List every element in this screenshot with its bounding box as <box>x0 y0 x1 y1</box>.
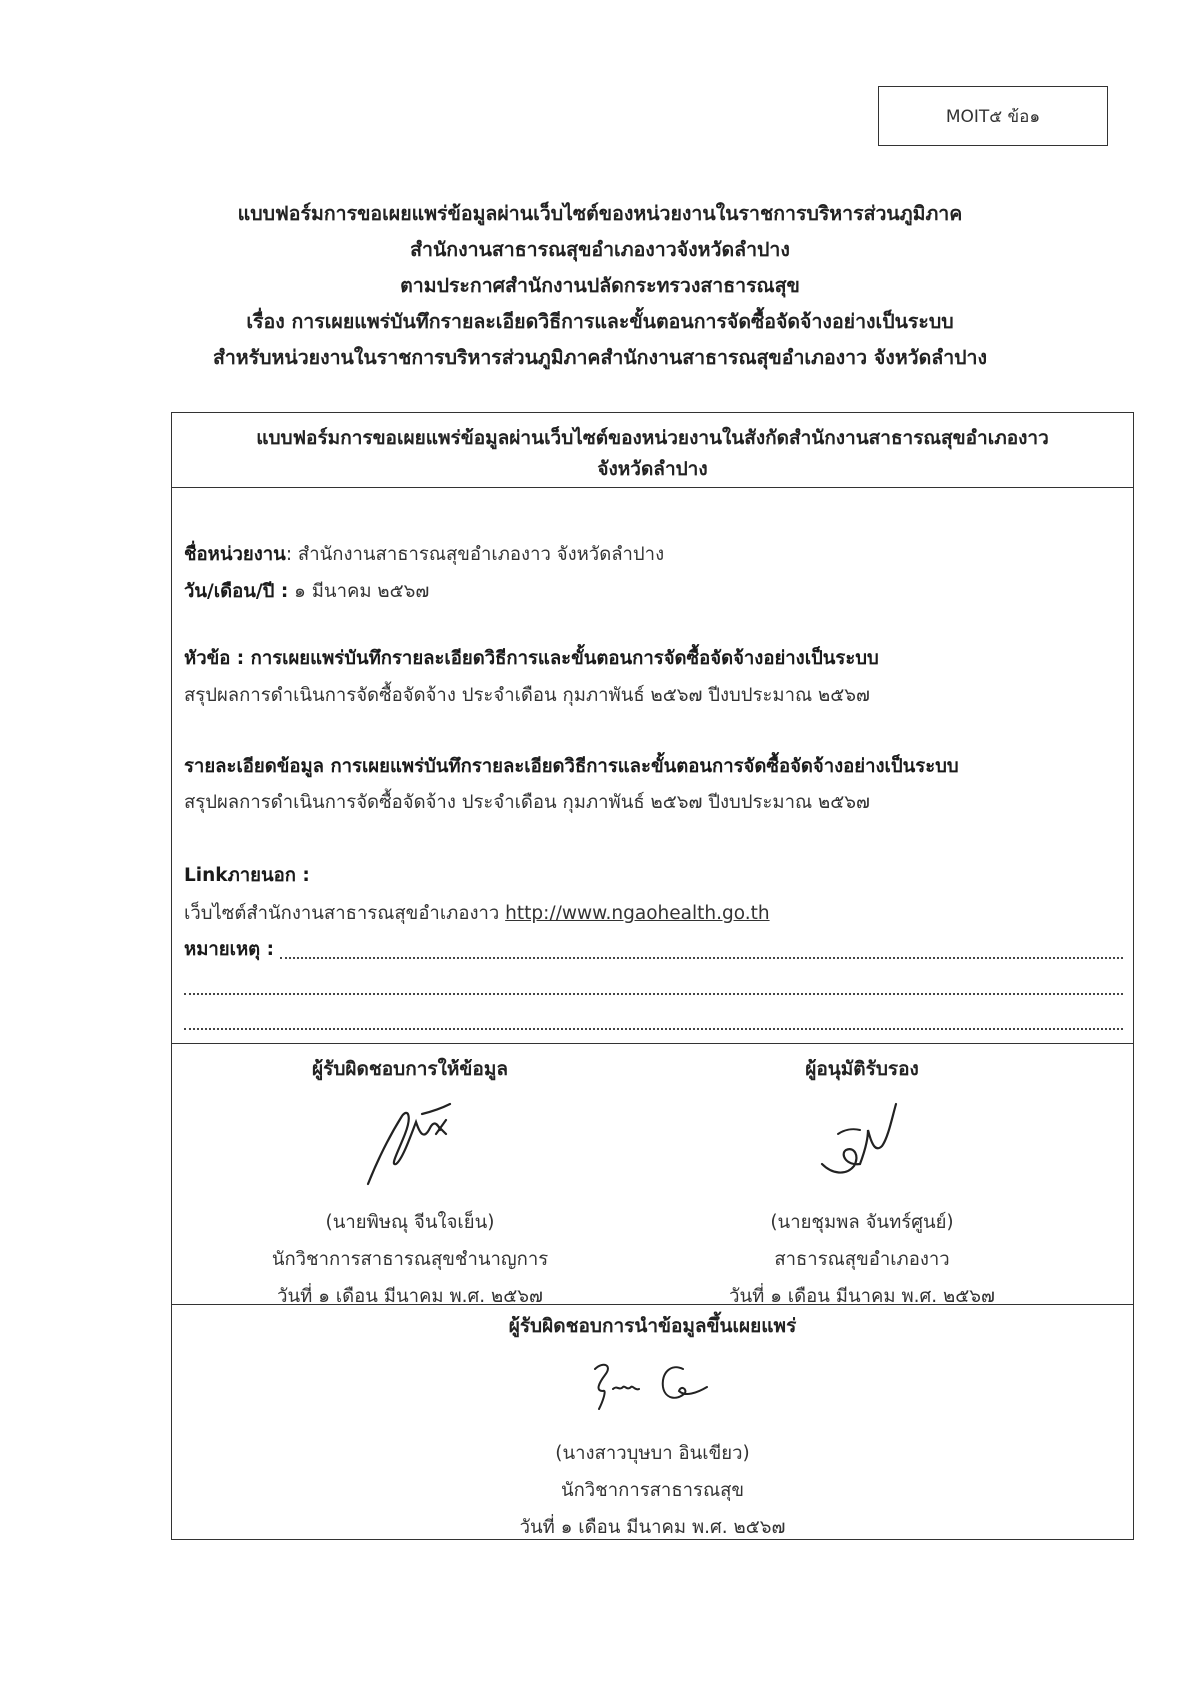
approver-signature-block <box>612 1044 1112 1315</box>
document-header <box>120 196 1080 376</box>
signature-row <box>172 1044 1133 1305</box>
link-label <box>184 861 310 890</box>
approver-date: วันที่ ๑ เดือน มีนาคม พ.ศ. ๒๕๖๗ <box>729 1286 995 1307</box>
detail-label <box>184 752 959 781</box>
publication-form <box>171 412 1134 1540</box>
website-text: เว็บไซต์สำนักงานสาธารณสุขอำเภองาว <box>184 903 506 924</box>
remark-dots-1 <box>280 957 1123 959</box>
publisher-signature <box>172 1351 1133 1435</box>
unit-label: ชื่อหน่วยงาน <box>184 544 286 565</box>
header-line-2: สำนักงานสาธารณสุขอำเภองาวจังหวัดลำปาง <box>410 238 790 261</box>
topic-value: สรุปผลการดำเนินการจัดซื้อจัดจ้าง ประจำเดือน กุมภาพันธ์ ๒๕๖๗ ปีงบประมาณ ๒๕๖๗ <box>184 685 870 706</box>
provider-name: (นายพิษณุ จีนใจเย็น) <box>325 1212 495 1233</box>
remark-dots-3 <box>184 1028 1123 1030</box>
provider-position: นักวิชาการสาธารณสุขชำนาญการ <box>271 1249 549 1270</box>
unit-value: : สำนักงานสาธารณสุขอำเภองาว จังหวัดลำปาง <box>285 544 665 565</box>
detail-label-text: รายละเอียดข้อมูล การเผยแพร่บันทึกรายละเอียดวิธีการและขั้นตอนการจัดซื้อจัดจ้างอย่างเป็นระบบ <box>184 756 959 777</box>
unit-line <box>184 540 664 569</box>
publisher-heading: ผู้รับผิดชอบการนำข้อมูลขึ้นเผยแพร่ <box>508 1315 797 1337</box>
header-line-3: ตามประกาศสำนักงานปลัดกระทรวงสาธารณสุข <box>400 274 800 297</box>
remark-dots-2 <box>184 993 1123 995</box>
date-line <box>184 577 429 606</box>
publisher-signature-image <box>573 1351 733 1421</box>
approver-signature <box>612 1094 1112 1204</box>
link-label-text: Linkภายนอก : <box>184 865 310 886</box>
approver-name: (นายชุมพล จันทร์ศูนย์) <box>770 1212 954 1233</box>
form-title-line-2: จังหวัดลำปาง <box>597 458 708 480</box>
detail-value: สรุปผลการดำเนินการจัดซื้อจัดจ้าง ประจำเดือน กุมภาพันธ์ ๒๕๖๗ ปีงบประมาณ ๒๕๖๗ <box>184 792 870 813</box>
remark-label <box>184 935 274 964</box>
website-link[interactable]: http://www.ngaohealth.go.th <box>505 903 770 924</box>
provider-signature-image <box>350 1094 470 1194</box>
provider-signature <box>200 1094 620 1204</box>
header-line-4: เรื่อง การเผยแพร่บันทึกรายละเอียดวิธีการและขั้นตอนการจัดซื้อจัดจ้างอย่างเป็นระบบ <box>246 310 954 333</box>
publisher-signature-block <box>172 1305 1133 1539</box>
header-line-1: แบบฟอร์มการขอเผยแพร่ข้อมูลผ่านเว็บไซต์ของหน่วยงานในราชการบริหารส่วนภูมิภาค <box>237 202 963 225</box>
form-title <box>172 413 1133 488</box>
date-label: วัน/เดือน/ปี : <box>184 581 289 602</box>
header-line-5: สำหรับหน่วยงานในราชการบริหารส่วนภูมิภาคสำนักงานสาธารณสุขอำเภองาว จังหวัดลำปาง <box>212 346 988 369</box>
form-body <box>172 488 1133 1044</box>
remark-label-text: หมายเหตุ : <box>184 939 274 960</box>
date-value: ๑ มีนาคม ๒๕๖๗ <box>288 581 430 602</box>
topic-label <box>184 644 879 673</box>
provider-signature-block <box>200 1044 620 1315</box>
approver-heading: ผู้อนุมัติรับรอง <box>805 1058 919 1080</box>
approver-position: สาธารณสุขอำเภองาว <box>774 1249 950 1270</box>
publisher-date: วันที่ ๑ เดือน มีนาคม พ.ศ. ๒๕๖๗ <box>519 1517 786 1538</box>
website-line <box>184 899 770 928</box>
document-code-box: MOIT๕ ข้อ๑ <box>878 86 1108 146</box>
approver-signature-image <box>802 1094 922 1194</box>
provider-date: วันที่ ๑ เดือน มีนาคม พ.ศ. ๒๕๖๗ <box>277 1286 543 1307</box>
topic-label-text: หัวข้อ : การเผยแพร่บันทึกรายละเอียดวิธีการและขั้นตอนการจัดซื้อจัดจ้างอย่างเป็นระบบ <box>184 648 879 669</box>
form-title-line-1: แบบฟอร์มการขอเผยแพร่ข้อมูลผ่านเว็บไซต์ของหน่วยงานในสังกัดสำนักงานสาธารณสุขอำเภองาว <box>256 427 1049 449</box>
publisher-name: (นางสาวบุษบา อินเขียว) <box>555 1443 750 1464</box>
publisher-position: นักวิชาการสาธารณสุข <box>560 1480 745 1501</box>
provider-heading: ผู้รับผิดชอบการให้ข้อมูล <box>312 1058 508 1080</box>
